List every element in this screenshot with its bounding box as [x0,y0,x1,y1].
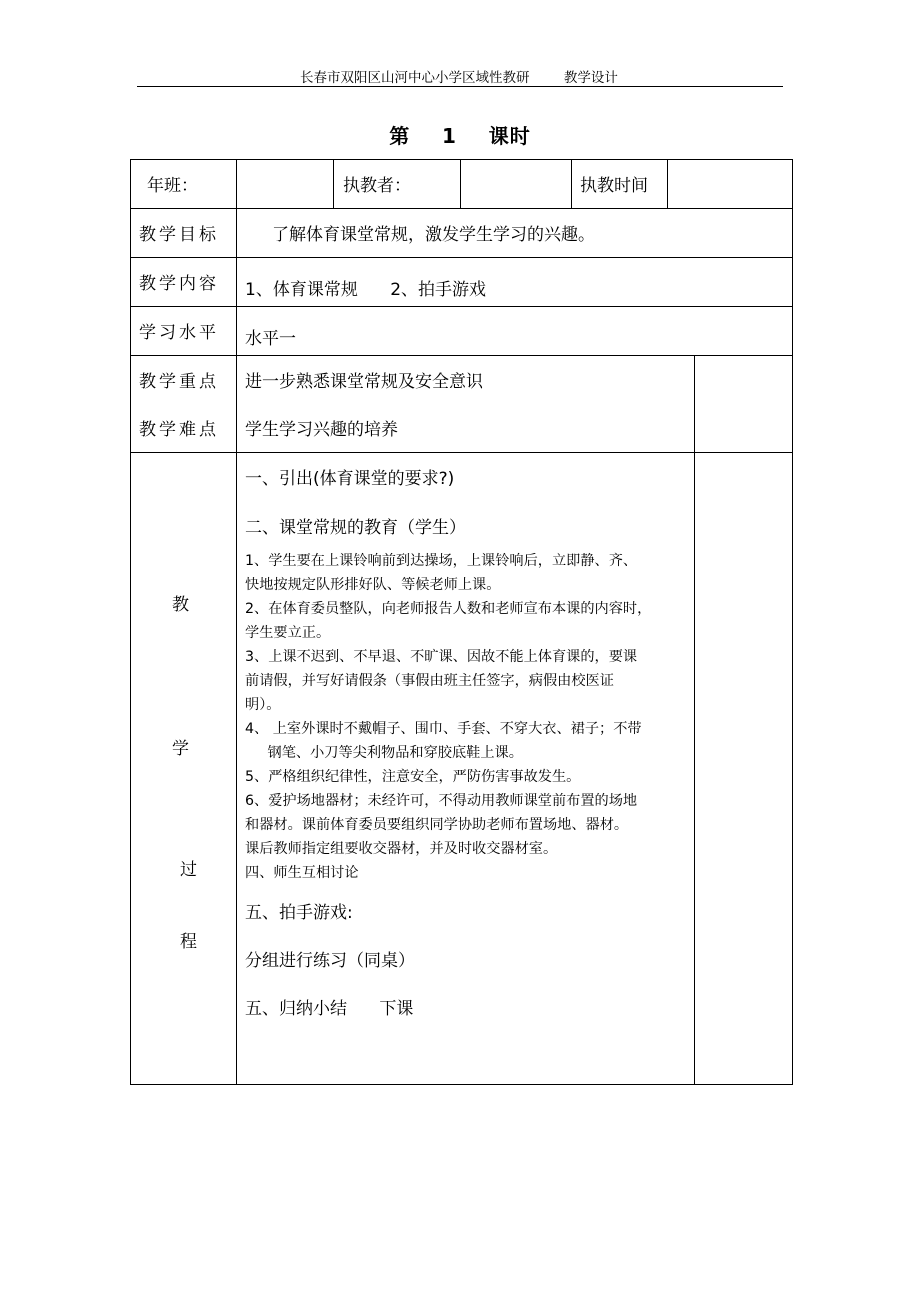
process-label-char: 程 [180,932,197,952]
objective-label: 教学目标 [139,225,219,245]
difficulty-label: 教学难点 [139,420,219,440]
table-row-divider [130,257,793,258]
table-row-divider [130,306,793,307]
teacher-label: 执教者： [343,176,411,196]
rule-line: 4、 上室外课时不戴帽子、围巾、手套、不穿大衣、裙子；不带 [245,721,642,737]
group-practice: 分组进行练习（同桌） [245,951,415,971]
table-cell-divider [460,159,461,208]
process-label-char: 学 [172,739,189,759]
rules-list [245,549,651,885]
table-row-divider [130,208,793,209]
key-point-label: 教学重点 [139,372,219,392]
teaching-time-label: 执教时间 [580,176,648,196]
process-label-char: 教 [172,595,189,615]
rule-line: 学生要立正。 [245,625,331,641]
table-label-column-divider [236,159,237,1085]
table-cell-divider [667,159,668,208]
section-clap-game: 五、拍手游戏: [245,903,353,923]
rule-line: 钢笔、小刀等尖利物品和穿胶底鞋上课。 [245,745,523,761]
rule-line: 明）。 [245,697,281,713]
summary-dismissal: 五、归纳小结 下课 [245,999,414,1019]
rule-line: 2、在体育委员整队，向老师报告人数和老师宣布本课的内容时， [245,601,652,617]
rule-line: 5、严格组织纪律性，注意安全，严防伤害事故发生。 [245,769,581,785]
rule-line: 3、上课不迟到、不早退、不旷课、因故不能上体育课的，要课 [245,649,638,665]
header-text: 长春市双阳区山河中心小学区域性教研 教学设计 [300,70,618,86]
rule-line: 四、师生互相讨论 [245,865,359,881]
rule-line: 前请假，并写好请假条（事假由班主任签字，病假由校医证 [245,673,614,689]
content-label: 教学内容 [139,274,219,294]
section-routine-education: 二、课堂常规的教育（学生） [245,518,466,538]
header-rule [137,86,783,87]
rule-line: 课后教师指定组要收交器材，并及时收交器材室。 [245,841,558,857]
section-intro: 一、引出(体育课堂的要求?) [245,469,455,489]
table-cell-divider [571,159,572,208]
table-border-right [792,159,793,1085]
table-border-top [130,159,793,160]
table-notes-column-divider [694,355,695,1085]
objective-value: 了解体育课堂常规，激发学生学习的兴趣。 [272,225,595,245]
rule-line: 和器材。课前体育委员要组织同学协助老师布置场地、器材。 [245,817,629,833]
content-value: 1、体育课常规 2、拍手游戏 [245,280,487,300]
key-point-value: 进一步熟悉课堂常规及安全意识 [245,372,483,392]
rule-line: 6、爱护场地器材；未经许可，不得动用教师课堂前布置的场地 [245,793,638,809]
grade-class-label: 年班： [147,176,198,196]
table-border-left [130,159,131,1085]
page-title: 第 1 课时 [389,124,531,148]
level-label: 学习水平 [139,323,219,343]
table-cell-divider [333,159,334,208]
process-label-char: 过 [180,860,197,880]
rule-line: 1、学生要在上课铃响前到达操场，上课铃响后，立即静、齐、 [245,553,638,569]
level-value: 水平一 [245,329,296,349]
difficulty-value: 学生学习兴趣的培养 [245,420,398,440]
rule-line: 快地按规定队形排好队、等候老师上课。 [245,577,501,593]
